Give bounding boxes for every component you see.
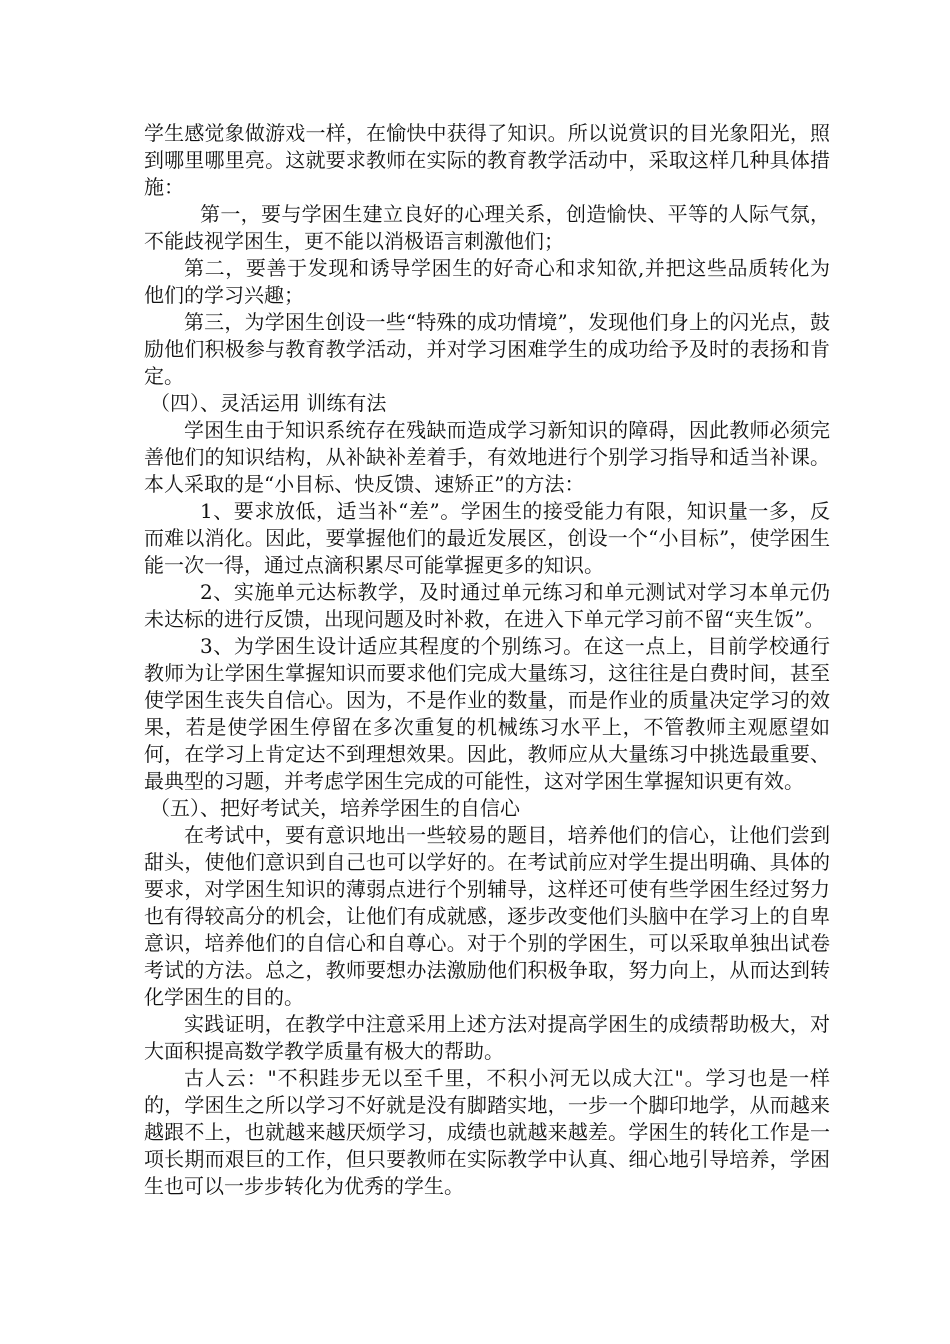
paragraph-item-three: 3、为学困生设计适应其程度的个别练习。在这一点上，目前学校通行教师为让学困生掌握知识而要求他们完成大量练习，这往往是白费时间，甚至使学困生丧失自信心。因为，不是作业的数量，而是作业的质量决定学习的效果，若是使学困生停留在多次重复的机械练习水平上，不管教师主观愿望如何，在学习上肯定达不到理想效果。因此，教师应从大量练习中挑选最重要、最典型的习题，并考虑学困生完成的可能性，这对学困生掌握知识更有效。	[144, 634, 830, 793]
paragraph-measure-second: 第二，要善于发现和诱导学困生的好奇心和求知欲,并把这些品质转化为他们的学习兴趣；	[144, 256, 830, 307]
paragraph-item-two: 2、实施单元达标教学，及时通过单元练习和单元测试对学习本单元仍未达标的进行反馈，出现问题及时补救，在进入下单元学习前不留“夹生饭”。	[144, 580, 830, 631]
paragraph-item-one: 1、要求放低，适当补“差”。学困生的接受能力有限，知识量一多，反而难以消化。因此，要掌握他们的最近发展区，创设一个“小目标”，使学困生能一次一得，通过点滴积累尽可能掌握更多的知识。	[144, 499, 830, 577]
section-heading-five: （五）、把好考试关，培养学困生的自信心	[150, 796, 520, 820]
paragraph-measure-third: 第三，为学困生创设一些“特殊的成功情境”，发现他们身上的闪光点，鼓励他们积极参与教育教学活动，并对学习困难学生的成功给予及时的表扬和肯定。	[144, 310, 830, 388]
paragraph-exam-confidence: 在考试中，要有意识地出一些较易的题目，培养他们的信心，让他们尝到甜头，使他们意识到自己也可以学好的。在考试前应对学生提出明确、具体的要求，对学困生知识的薄弱点进行个别辅导，这样还可使有些学困生经过努力也有得较高分的机会，让他们有成就感，逐步改变他们头脑中在学习上的自卑意识，培养他们的自信心和自尊心。对于个别的学困生，可以采取单独出试卷考试的方法。总之，教师要想办法激励他们积极争取，努力向上，从而达到转化学困生的目的。	[144, 823, 830, 1009]
paragraph-conclusion: 古人云："不积跬步无以至千里，不积小河无以成大江"。学习也是一样的，学困生之所以学习不好就是没有脚踏实地，一步一个脚印地学，从而越来越跟不上，也就越来越厌烦学习，成绩也就越来越差。学困生的转化工作是一项长期而艰巨的工作，但只要教师在实际教学中认真、细心地引导培养，学困生也可以一步步转化为优秀的学生。	[144, 1066, 830, 1198]
paragraph-appreciation-summary: 学生感觉象做游戏一样，在愉快中获得了知识。所以说赏识的目光象阳光，照到哪里哪里亮。这就要求教师在实际的教育教学活动中，采取这样几种具体措施：	[144, 121, 830, 199]
paragraph-measure-first: 第一，要与学困生建立良好的心理关系，创造愉快、平等的人际气氛，不能歧视学困生，更不能以消极语言刺激他们；	[144, 202, 830, 253]
document-body	[144, 120, 830, 1200]
paragraph-section-four-intro: 学困生由于知识系统存在残缺而造成学习新知识的障碍，因此教师必须完善他们的知识结构，从补缺补差着手，有效地进行个别学习指导和适当补课。本人采取的是“小目标、快反馈、速矫正”的方法：	[144, 418, 830, 496]
paragraph-practice-proof: 实践证明，在教学中注意采用上述方法对提高学困生的成绩帮助极大，对大面积提高数学教学质量有极大的帮助。	[144, 1012, 830, 1063]
section-heading-four: （四）、灵活运用 训练有法	[150, 391, 387, 415]
